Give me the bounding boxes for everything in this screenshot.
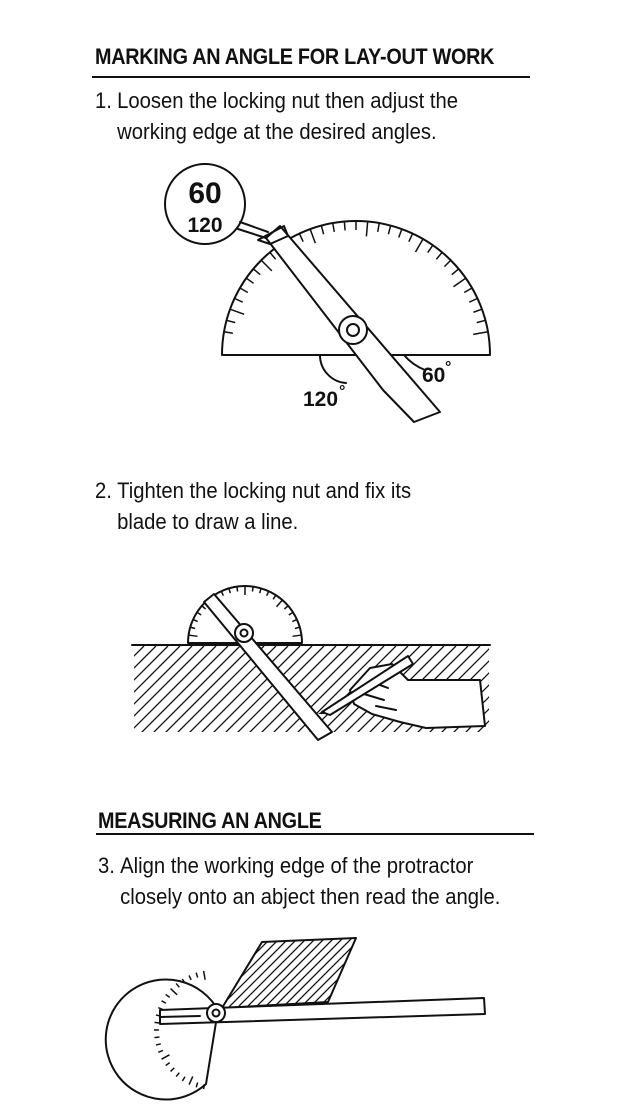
callout-value-bottom: 120 [187, 214, 223, 237]
section-heading-measuring: MEASURING AN ANGLE [98, 808, 322, 833]
callout-value-top: 60 [188, 177, 222, 210]
step-number: 3. [98, 853, 115, 878]
angle-label-left: 120 [303, 388, 339, 411]
section-heading-marking: MARKING AN ANGLE FOR LAY-OUT WORK [95, 44, 495, 69]
degree-mark: ° [339, 383, 346, 400]
step-line: blade to draw a line. [117, 509, 299, 534]
angle-label-right: 60 [422, 364, 446, 387]
step-line: working edge at the desired angles. [117, 119, 437, 144]
step-line: Align the working edge of the protractor [120, 853, 474, 878]
step-line: Tighten the locking nut and fix its [117, 478, 412, 503]
step-number: 1. [95, 88, 112, 113]
step-line: Loosen the locking nut then adjust the [117, 88, 459, 113]
degree-mark: ° [445, 359, 452, 376]
step-line: closely onto an abject then read the angle. [120, 884, 501, 909]
step-number: 2. [95, 478, 112, 503]
